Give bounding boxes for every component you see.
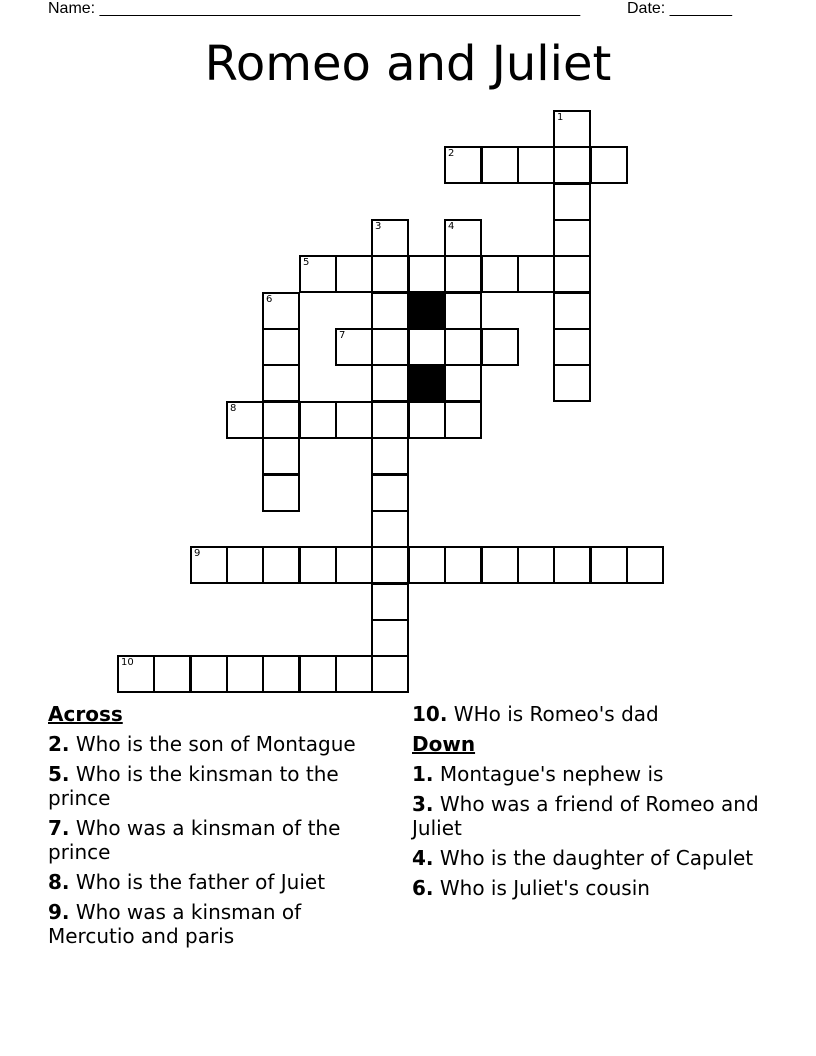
cell-number: 7 — [339, 330, 346, 341]
clue-text: WHo is Romeo's dad — [453, 702, 659, 726]
across-clue-10 — [412, 702, 762, 726]
grid-cell[interactable] — [590, 146, 628, 184]
cell-number: 4 — [448, 221, 455, 232]
grid-cell[interactable] — [371, 292, 409, 330]
clue-text: Who was a kinsman of the prince — [48, 816, 341, 864]
grid-cell[interactable] — [371, 255, 409, 293]
grid-cell[interactable] — [408, 328, 446, 366]
date-field-label: Date: _______ — [627, 0, 732, 17]
grid-cell[interactable] — [553, 219, 591, 257]
clue-number: 10. — [412, 702, 448, 726]
clue-text: Montague's nephew is — [439, 762, 664, 786]
grid-cell[interactable] — [408, 401, 446, 439]
grid-cell[interactable] — [371, 546, 409, 584]
grid-cell[interactable] — [553, 364, 591, 402]
grid-cell[interactable] — [553, 546, 591, 584]
grid-cell[interactable] — [371, 328, 409, 366]
grid-cell[interactable] — [553, 146, 591, 184]
grid-cell[interactable] — [335, 401, 373, 439]
grid-cell[interactable] — [299, 655, 337, 693]
grid-cell[interactable] — [444, 219, 482, 257]
grid-cell[interactable] — [153, 655, 191, 693]
clue-text: Who is the son of Montague — [75, 732, 356, 756]
grid-cell[interactable] — [299, 401, 337, 439]
clue-number: 2. — [48, 732, 70, 756]
grid-cell[interactable] — [371, 219, 409, 257]
grid-cell[interactable] — [553, 292, 591, 330]
grid-cell[interactable] — [444, 328, 482, 366]
grid-cell[interactable] — [190, 546, 228, 584]
clues-right-column — [412, 702, 762, 906]
grid-cell[interactable] — [371, 619, 409, 657]
grid-cell[interactable] — [444, 401, 482, 439]
grid-cell[interactable] — [517, 546, 555, 584]
clue-text: Who is the father of Juiet — [75, 870, 326, 894]
cell-number: 10 — [121, 657, 134, 668]
grid-cell[interactable] — [444, 546, 482, 584]
clue-text: Who was a kinsman of Mercutio and paris — [48, 900, 302, 948]
down-heading: Down — [412, 732, 476, 756]
cell-number: 1 — [557, 112, 564, 123]
grid-cell[interactable] — [299, 255, 337, 293]
across-clue-7 — [48, 816, 393, 864]
grid-cell[interactable] — [371, 510, 409, 548]
grid-cell[interactable] — [444, 364, 482, 402]
grid-cell[interactable] — [444, 292, 482, 330]
grid-cell[interactable] — [444, 255, 482, 293]
clues-left-column — [48, 702, 393, 954]
grid-cell[interactable] — [553, 110, 591, 148]
clue-text: Who was a friend of Romeo and Juliet — [412, 792, 759, 840]
grid-cell[interactable] — [590, 546, 628, 584]
across-clue-2 — [48, 732, 393, 756]
grid-cell[interactable] — [553, 255, 591, 293]
across-clue-9 — [48, 900, 393, 948]
grid-cell[interactable] — [226, 655, 264, 693]
grid-cell[interactable] — [262, 401, 300, 439]
down-clue-4 — [412, 846, 762, 870]
clue-number: 4. — [412, 846, 434, 870]
grid-cell[interactable] — [408, 255, 446, 293]
page-title: Romeo and Juliet — [204, 36, 612, 92]
blocked-cell — [408, 292, 446, 330]
grid-cell[interactable] — [262, 546, 300, 584]
grid-cell[interactable] — [335, 655, 373, 693]
cell-number: 2 — [448, 148, 455, 159]
grid-cell[interactable] — [262, 655, 300, 693]
grid-cell[interactable] — [226, 401, 264, 439]
grid-cell[interactable] — [226, 546, 264, 584]
grid-cell[interactable] — [626, 546, 664, 584]
grid-cell[interactable] — [517, 146, 555, 184]
grid-cell[interactable] — [481, 328, 519, 366]
grid-cell[interactable] — [117, 655, 155, 693]
grid-cell[interactable] — [517, 255, 555, 293]
grid-cell[interactable] — [335, 546, 373, 584]
cell-number: 6 — [266, 294, 273, 305]
grid-cell[interactable] — [335, 328, 373, 366]
clue-number: 6. — [412, 876, 434, 900]
grid-cell[interactable] — [553, 328, 591, 366]
grid-cell[interactable] — [371, 655, 409, 693]
grid-cell[interactable] — [408, 546, 446, 584]
name-field-label: Name: ______________________________________________________ — [48, 0, 581, 17]
clue-text: Who is the kinsman to the prince — [48, 762, 339, 810]
grid-cell[interactable] — [371, 437, 409, 475]
clue-number: 8. — [48, 870, 70, 894]
grid-cell[interactable] — [262, 292, 300, 330]
grid-cell[interactable] — [481, 146, 519, 184]
grid-cell[interactable] — [262, 364, 300, 402]
grid-cell[interactable] — [481, 255, 519, 293]
cell-number: 3 — [375, 221, 382, 232]
across-clue-8 — [48, 870, 393, 894]
blocked-cell — [408, 364, 446, 402]
cell-number: 9 — [194, 548, 201, 559]
grid-cell[interactable] — [335, 255, 373, 293]
clue-text: Who is the daughter of Capulet — [439, 846, 754, 870]
cell-number: 8 — [230, 403, 237, 414]
clue-number: 1. — [412, 762, 434, 786]
grid-cell[interactable] — [371, 583, 409, 621]
clue-number: 7. — [48, 816, 70, 840]
grid-cell[interactable] — [371, 474, 409, 512]
grid-cell[interactable] — [444, 146, 482, 184]
grid-cell[interactable] — [371, 401, 409, 439]
down-clue-3 — [412, 792, 762, 840]
grid-cell[interactable] — [262, 474, 300, 512]
down-clue-1 — [412, 762, 762, 786]
grid-cell[interactable] — [262, 437, 300, 475]
across-clue-5 — [48, 762, 393, 810]
grid-cell[interactable] — [262, 328, 300, 366]
clue-number: 3. — [412, 792, 434, 816]
clue-number: 5. — [48, 762, 70, 786]
grid-cell[interactable] — [299, 546, 337, 584]
across-heading: Across — [48, 702, 123, 726]
down-clue-6 — [412, 876, 762, 900]
clue-number: 9. — [48, 900, 70, 924]
grid-cell[interactable] — [553, 183, 591, 221]
grid-cell[interactable] — [371, 364, 409, 402]
grid-cell[interactable] — [190, 655, 228, 693]
cell-number: 5 — [303, 257, 310, 268]
clue-text: Who is Juliet's cousin — [439, 876, 650, 900]
grid-cell[interactable] — [481, 546, 519, 584]
